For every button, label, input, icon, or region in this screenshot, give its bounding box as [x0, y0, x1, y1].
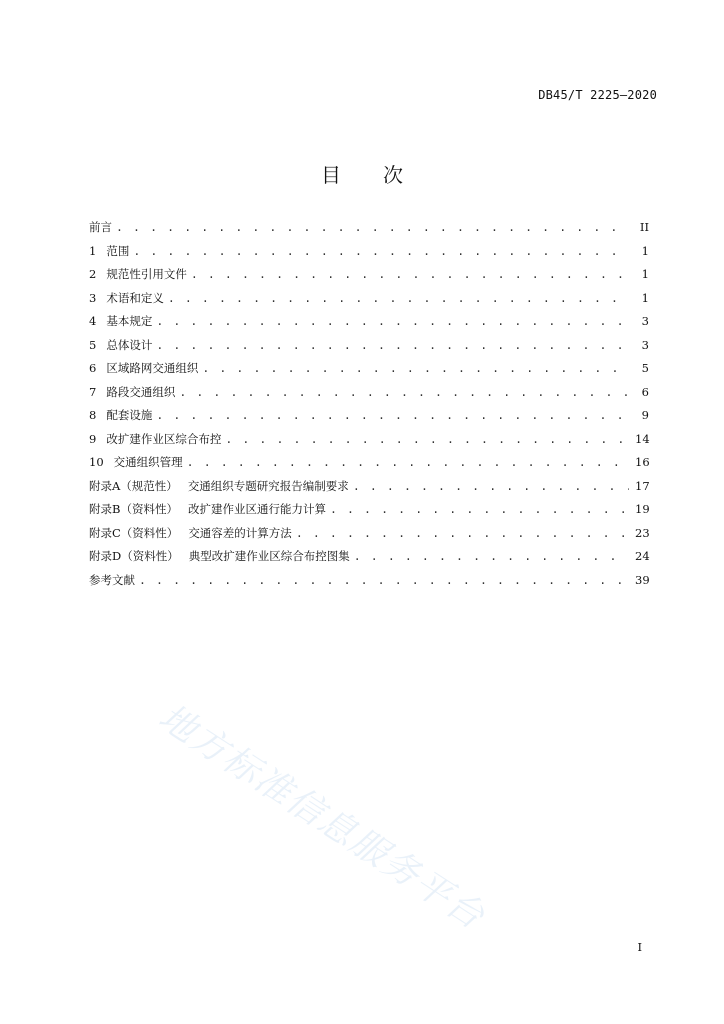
toc-entry-4[interactable]	[89, 310, 649, 334]
toc-entry-page: 19	[635, 502, 650, 516]
toc-entry-2[interactable]	[89, 263, 649, 287]
toc-entry-references[interactable]	[89, 569, 649, 593]
toc-entry-number: 4	[89, 314, 97, 328]
toc-entry-page: 3	[641, 314, 649, 328]
toc-dot-leader	[168, 287, 629, 311]
toc-entry-label: 参考文献	[89, 572, 135, 587]
toc-entry-10[interactable]	[89, 451, 649, 475]
toc-entry-number: 1	[89, 243, 97, 258]
toc-dot-leader	[202, 357, 629, 381]
toc-entry-number: 3	[89, 290, 97, 305]
toc-entry-number: 10	[89, 455, 104, 469]
toc-entry-label: 交通组织管理	[113, 455, 183, 469]
toc-dot-leader	[330, 498, 629, 522]
table-of-contents	[89, 216, 649, 592]
toc-entry-3[interactable]	[89, 287, 649, 311]
toc-dot-leader	[156, 334, 629, 358]
toc-entry-5[interactable]	[89, 334, 649, 358]
toc-entry-page: 6	[641, 384, 649, 399]
toc-entry-appendix-a[interactable]	[89, 475, 649, 499]
toc-entry-foreword[interactable]	[89, 216, 649, 240]
toc-entry-number: 附录A（规范性）	[89, 478, 178, 493]
toc-dot-leader	[296, 522, 629, 546]
toc-entry-number: 附录B（资料性）	[89, 502, 178, 516]
toc-entry-appendix-b[interactable]	[89, 498, 649, 522]
toc-entry-7[interactable]	[89, 381, 649, 405]
page-title-char-1: 目	[321, 163, 341, 187]
toc-dot-leader	[156, 404, 629, 428]
toc-entry-1[interactable]	[89, 240, 649, 264]
toc-entry-label: 区域路网交通组织	[106, 361, 199, 375]
toc-entry-label: 规范性引用文件	[106, 267, 187, 281]
toc-entry-number: 6	[89, 361, 97, 375]
toc-entry-label: 交通组织专题研究报告编制要求	[187, 478, 349, 493]
toc-entry-number: 5	[89, 337, 97, 352]
toc-dot-leader	[179, 381, 629, 405]
toc-dot-leader	[191, 263, 629, 287]
toc-dot-leader	[116, 216, 629, 240]
toc-entry-page: 16	[635, 455, 650, 469]
toc-entry-page: 5	[641, 361, 649, 375]
page-title-char-2: 次	[383, 163, 403, 187]
toc-entry-appendix-d[interactable]	[89, 545, 649, 569]
toc-entry-label: 改扩建作业区综合布控	[106, 431, 222, 446]
toc-dot-leader	[156, 310, 629, 334]
toc-dot-leader	[354, 545, 629, 569]
toc-entry-page: II	[639, 220, 649, 234]
toc-entry-appendix-c[interactable]	[89, 522, 649, 546]
toc-entry-page: 1	[641, 290, 649, 305]
toc-entry-label: 路段交通组织	[106, 384, 176, 399]
toc-dot-leader	[353, 475, 629, 499]
toc-entry-page: 14	[635, 431, 650, 446]
toc-entry-page: 1	[641, 267, 649, 281]
toc-entry-number: 附录C（资料性）	[89, 525, 179, 540]
toc-entry-number: 9	[89, 431, 97, 446]
document-code: DB45/T 2225—2020	[538, 88, 657, 102]
toc-entry-label: 范围	[106, 243, 130, 258]
toc-entry-label: 前言	[89, 220, 112, 234]
toc-entry-page: 1	[641, 243, 649, 258]
toc-dot-leader	[187, 451, 629, 475]
toc-entry-label: 配套设施	[106, 408, 153, 422]
toc-dot-leader	[133, 240, 629, 264]
toc-entry-page: 24	[635, 549, 650, 563]
toc-dot-leader	[225, 428, 629, 452]
toc-entry-page: 17	[635, 478, 650, 493]
toc-entry-page: 23	[635, 525, 650, 540]
toc-entry-page: 9	[641, 408, 649, 422]
toc-entry-page: 3	[641, 337, 649, 352]
toc-entry-page: 39	[635, 572, 650, 587]
toc-entry-label: 交通容差的计算方法	[188, 525, 292, 540]
toc-dot-leader	[139, 569, 629, 593]
toc-entry-label: 基本规定	[106, 314, 153, 328]
page-title	[0, 159, 724, 188]
toc-entry-label: 典型改扩建作业区综合布控图集	[188, 549, 350, 563]
toc-entry-8[interactable]	[89, 404, 649, 428]
toc-entry-number: 2	[89, 267, 97, 281]
toc-entry-number: 8	[89, 408, 97, 422]
toc-entry-label: 术语和定义	[106, 290, 164, 305]
watermark: 地方标准信息服务平台	[151, 696, 493, 939]
toc-entry-9[interactable]	[89, 428, 649, 452]
toc-entry-label: 改扩建作业区通行能力计算	[187, 502, 326, 516]
toc-entry-number: 7	[89, 384, 97, 399]
toc-entry-label: 总体设计	[106, 337, 153, 352]
toc-entry-number: 附录D（资料性）	[89, 549, 179, 563]
page-number: I	[637, 940, 642, 954]
toc-entry-6[interactable]	[89, 357, 649, 381]
